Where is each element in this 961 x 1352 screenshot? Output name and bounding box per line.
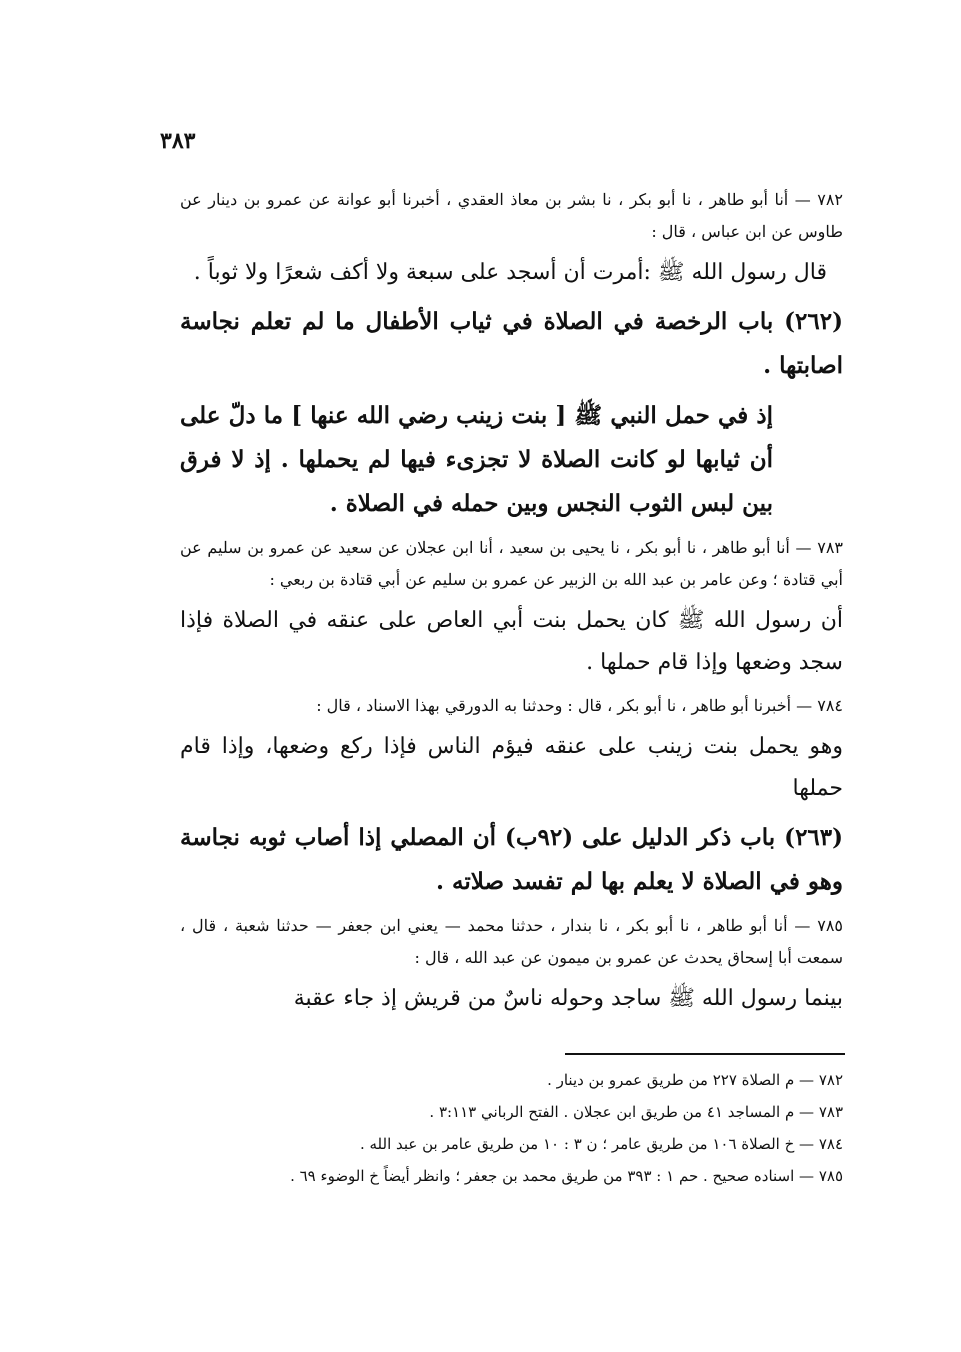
hadith-784-isnad: ٧٨٤ — أخبرنا أبو طاهر ، نا أبو بكر ، قال : وحدثنا به الدورقي بهذا الاسناد ، قال : xyxy=(316,696,843,715)
hadith-782-isnad: ٧٨٢ — أنا أبو طاهر ، نا أبو بكر ، نا بشر بن معاذ العقدي ، أخبرنا أبو عوانة عن عمرو بن دينار عن طاوس عن ابن عباس ، قال : xyxy=(180,190,843,241)
footnote-783: ٧٨٣ — م المساجد ٤١ من طريق ابن عجلان . الفتح الرباني ٣:١١٣ . xyxy=(429,1103,843,1121)
hadith-785-text: بينما رسول الله ﷺ ساجد وحوله ناسٌ من قريش إذ جاء عقبة xyxy=(293,986,843,1011)
chapter-262-title: (٢٦٢) باب الرخصة في الصلاة في ثياب الأطفال ما لم تعلم نجاسة اصابتها . xyxy=(180,308,843,379)
chapter-262 xyxy=(180,300,843,526)
hadith-783-isnad: ٧٨٣ — أنا أبو طاهر ، نا أبو بكر ، نا يحيى بن سعيد ، أنا ابن عجلان عن سعيد عن عمرو بن سليم عن أبي قتادة ؛ وعن عامر بن عبد الله بن الزبير عن عمرو بن سليم عن أبي قتادة بن ربعي : xyxy=(180,538,843,589)
hadith-782-text: قال رسول الله ﷺ :أمرت أن أسجد على سبعة ولا أكف شعرًا ولا ثوباً . xyxy=(193,260,827,285)
footnote-784: ٧٨٤ — خ الصلاة ١٠٦ من طريق عامر ؛ ن ٣ : ١٠ من طريق عامر بن عبد الله . xyxy=(359,1135,843,1153)
hadith-783-text: أن رسول الله ﷺ كان يحمل بنت أبي العاص على عنقه في الصلاة فإذا سجد وضعها وإذا قام حملها . xyxy=(180,608,843,675)
chapter-263-title: (٢٦٣) باب ذكر الدليل على (٩٢ب) أن المصلي إذا أصاب ثوبه نجاسة وهو في الصلاة لا يعلم بها لم تفسد صلاته . xyxy=(180,824,844,895)
page-number: ٣٨٣ xyxy=(160,128,196,154)
chapter-262-body: إذ في حمل النبي ﷺ [ بنت زينب رضي الله عنها ] ما دلّ على أن ثيابها لو كانت الصلاة لا تجزىء فيها لم يحملها . إذ لا فرق بين لبس الثوب النجس وبين حمله في الصلاة . xyxy=(180,402,773,517)
hadith-785-isnad: ٧٨٥ — أنا أبو طاهر ، نا أبو بكر ، نا بندار ، حدثنا محمد — يعني ابن جعفر — حدثنا شعبة ، قال ، سمعت أبا إسحاق يحدث عن عمرو بن ميمون عن عبد الله ، قال : xyxy=(180,916,843,967)
chapter-263 xyxy=(180,816,843,904)
footnotes xyxy=(180,1064,843,1192)
main-text xyxy=(180,184,843,1026)
footnote-divider xyxy=(565,1053,845,1055)
hadith-784-text: وهو يحمل بنت زينب على عنقه فيؤم الناس فإذا ركع وضعها، وإذا قام حملها xyxy=(180,734,843,801)
footnote-785: ٧٨٥ — اسناده صحيح . حم ١ : ٣٩٣ من طريق محمد بن جعفر ؛ وانظر أيضاً خ الوضوء ٦٩ . xyxy=(290,1167,843,1185)
footnote-782: ٧٨٢ — م الصلاة ٢٢٧ من طريق عمرو بن دينار . xyxy=(547,1071,843,1089)
